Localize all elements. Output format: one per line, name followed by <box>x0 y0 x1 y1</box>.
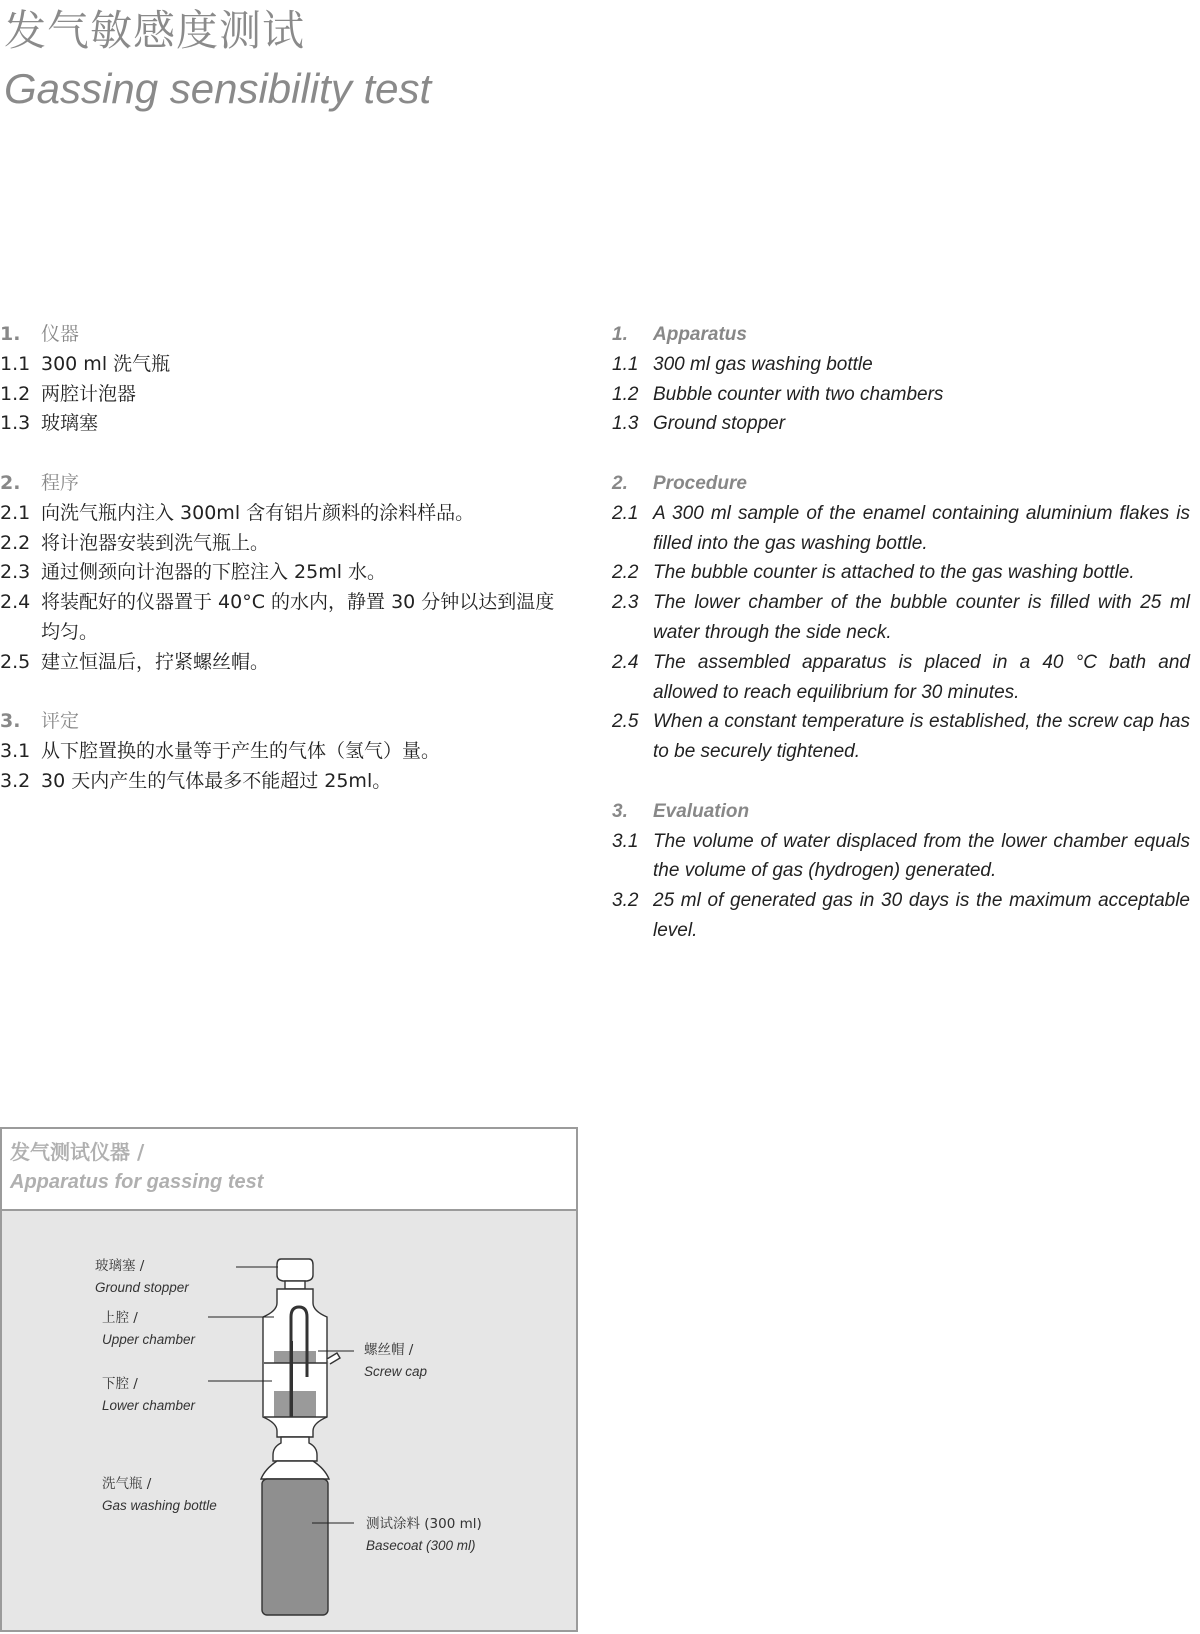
item-text: 将计泡器安装到洗气瓶上。 <box>41 531 270 554</box>
item-number: 3.2 <box>0 769 31 792</box>
figure-title-en: Apparatus for gassing test <box>10 1171 264 1193</box>
list-item <box>612 409 1190 439</box>
list-item <box>612 350 1190 380</box>
item-number: 2.3 <box>612 592 639 614</box>
section-title: Procedure <box>653 472 747 494</box>
label-gas-washing-bottle <box>102 1473 217 1517</box>
item-number: 1.3 <box>612 413 639 435</box>
label-upper-chamber-en: Upper chamber <box>102 1332 196 1347</box>
item-number: 2.1 <box>0 501 31 524</box>
item-text: The lower chamber of the bubble counter is filled with 25 ml water through the side neck. <box>653 592 1190 643</box>
list-item <box>0 350 570 380</box>
section-number: 3. <box>0 710 21 733</box>
label-ground-stopper <box>95 1255 189 1299</box>
list-item <box>0 648 570 678</box>
section-number: 1. <box>612 324 628 345</box>
item-number: 2.2 <box>612 562 639 584</box>
label-lower-chamber <box>102 1373 195 1417</box>
apparatus-figure <box>0 1127 578 1632</box>
label-ground-stopper-en: Ground stopper <box>95 1280 189 1295</box>
item-text: The assembled apparatus is placed in a 40 °C bath and allowed to reach equilibrium for 30 minutes. <box>653 651 1190 703</box>
list-item <box>612 380 1190 410</box>
figure-title <box>2 1129 576 1211</box>
item-text: 30 天内产生的气体最多不能超过 25ml。 <box>41 769 392 792</box>
section-heading <box>612 797 1190 827</box>
section <box>0 469 570 678</box>
item-number: 1.1 <box>612 353 639 375</box>
bubble-counter-shape <box>263 1289 340 1437</box>
list-item <box>0 499 570 529</box>
item-number: 2.4 <box>612 651 639 673</box>
item-text: 玻璃塞 <box>41 412 99 435</box>
item-text: The bubble counter is attached to the gas washing bottle. <box>653 562 1135 584</box>
list-item <box>612 648 1190 708</box>
list-item <box>0 737 570 767</box>
item-text: Ground stopper <box>653 413 786 435</box>
section <box>612 797 1190 946</box>
gas-washing-bottle-shape <box>262 1479 328 1615</box>
item-text: 将装配好的仪器置于 40°C 的水内，静置 30 分钟以达到温度均匀。 <box>41 591 555 643</box>
label-screw-cap <box>364 1339 427 1383</box>
label-upper-chamber <box>102 1307 195 1351</box>
english-column <box>612 320 1190 976</box>
label-basecoat <box>366 1513 482 1557</box>
item-text: 向洗气瓶内注入 300ml 含有铝片颜料的涂料样品。 <box>41 501 475 524</box>
section <box>612 320 1190 439</box>
list-item <box>0 767 570 797</box>
section <box>0 320 570 439</box>
list-item <box>0 409 570 439</box>
item-text: 25 ml of generated gas in 30 days is the maximum acceptable level. <box>653 890 1190 941</box>
label-screw-cap-cn: 螺丝帽 / <box>364 1342 414 1358</box>
label-lower-chamber-cn: 下腔 / <box>102 1376 138 1392</box>
item-text: A 300 ml sample of the enamel containing aluminium flakes is filled into the gas washing bottle. <box>653 502 1190 554</box>
section-heading <box>612 469 1190 499</box>
section-number: 3. <box>612 800 628 822</box>
item-number: 2.1 <box>612 502 639 524</box>
chinese-column <box>0 320 570 827</box>
list-item <box>0 529 570 559</box>
item-number: 2.3 <box>0 561 31 584</box>
list-item <box>0 558 570 588</box>
section-number: 2. <box>612 472 628 494</box>
item-text: When a constant temperature is established, the screw cap has to be securely tightened. <box>653 711 1190 763</box>
list-item <box>0 588 570 648</box>
bottle-neck-shape <box>261 1437 329 1479</box>
item-number: 2.5 <box>612 711 639 733</box>
item-text: The volume of water displaced from the lower chamber equals the volume of gas (hydrogen) generated. <box>653 830 1190 882</box>
figure-title-cn: 发气测试仪器 / <box>10 1140 145 1164</box>
item-text: 两腔计泡器 <box>41 382 137 405</box>
label-upper-chamber-cn: 上腔 / <box>102 1310 138 1326</box>
section-title: 评定 <box>41 710 80 733</box>
label-screw-cap-en: Screw cap <box>364 1364 428 1379</box>
list-item <box>612 588 1190 648</box>
section <box>0 707 570 796</box>
section-number: 1. <box>0 323 21 345</box>
list-item <box>0 380 570 410</box>
list-item <box>612 886 1190 946</box>
section-title: 程序 <box>41 471 80 494</box>
item-number: 1.2 <box>0 382 31 405</box>
section-heading <box>0 320 570 350</box>
item-text: Bubble counter with two chambers <box>653 383 944 405</box>
label-basecoat-cn: 测试涂料 (300 ml) <box>366 1516 482 1532</box>
section-number: 2. <box>0 471 21 494</box>
label-gas-washing-bottle-en: Gas washing bottle <box>102 1498 217 1513</box>
list-item <box>612 827 1190 887</box>
apparatus-drawing <box>2 1211 576 1630</box>
section-title: Apparatus <box>653 324 747 345</box>
item-number: 1.1 <box>0 352 31 375</box>
item-number: 2.4 <box>0 591 31 614</box>
ground-stopper-shape <box>277 1259 313 1289</box>
item-number: 3.2 <box>612 890 639 912</box>
section-title: Evaluation <box>653 800 750 822</box>
section-heading <box>612 320 1190 350</box>
list-item <box>612 558 1190 588</box>
item-text: 从下腔置换的水量等于产生的气体（氢气）量。 <box>41 740 441 763</box>
item-number: 1.3 <box>0 412 31 435</box>
page-title-cn: 发气敏感度测试 <box>4 6 306 55</box>
item-text: 通过侧颈向计泡器的下腔注入 25ml 水。 <box>41 561 387 584</box>
item-number: 2.2 <box>0 531 31 554</box>
item-text: 建立恒温后，拧紧螺丝帽。 <box>41 650 270 673</box>
item-number: 1.2 <box>612 383 639 405</box>
item-text: 300 ml 洗气瓶 <box>41 352 171 375</box>
item-number: 2.5 <box>0 650 31 673</box>
label-basecoat-en: Basecoat (300 ml) <box>366 1538 476 1553</box>
section <box>612 469 1190 767</box>
section-heading <box>0 469 570 499</box>
list-item <box>612 499 1190 559</box>
page-title-en: Gassing sensibility test <box>4 65 432 112</box>
label-lower-chamber-en: Lower chamber <box>102 1398 196 1413</box>
section-heading <box>0 707 570 737</box>
figure-diagram <box>2 1211 576 1630</box>
item-text: 300 ml gas washing bottle <box>653 353 873 375</box>
label-ground-stopper-cn: 玻璃塞 / <box>95 1258 145 1274</box>
section-title: 仪器 <box>41 323 80 345</box>
item-number: 3.1 <box>612 830 639 852</box>
list-item <box>612 707 1190 767</box>
item-number: 3.1 <box>0 740 31 763</box>
label-gas-washing-bottle-cn: 洗气瓶 / <box>102 1476 152 1492</box>
